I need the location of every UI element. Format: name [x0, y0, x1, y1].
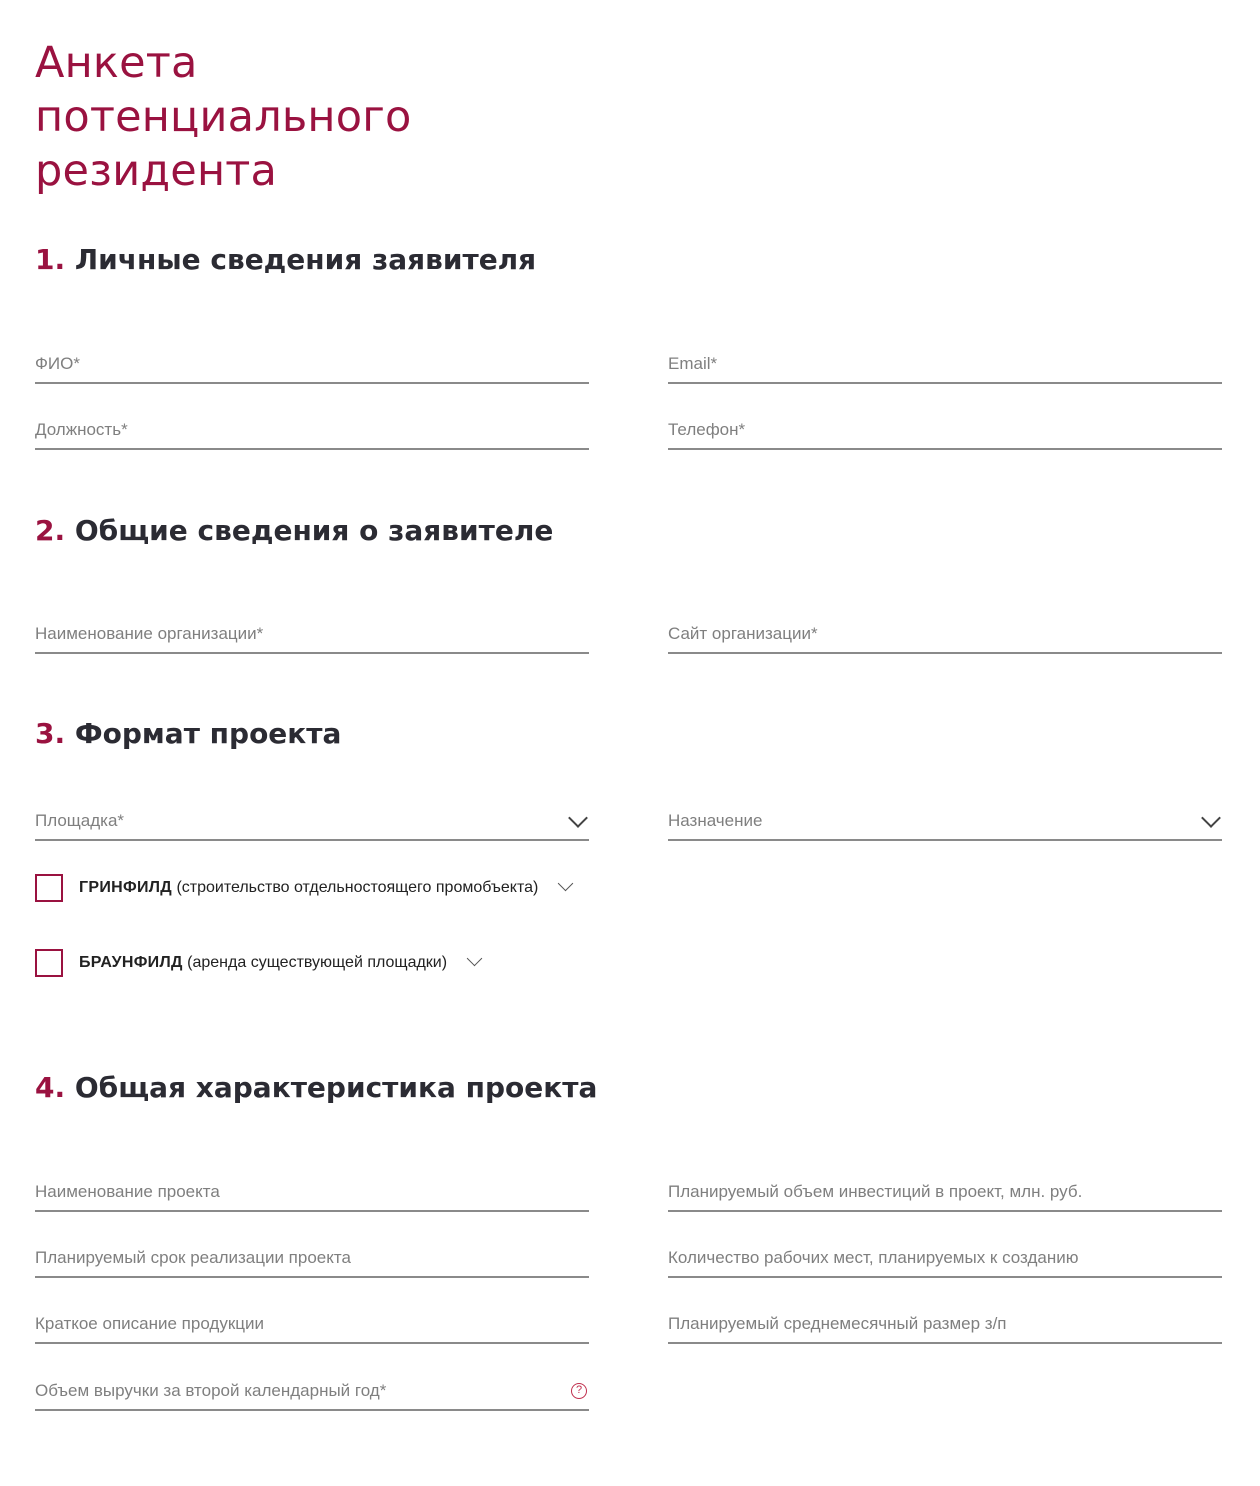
- product-desc-field-wrapper: [35, 1304, 589, 1344]
- page-title: [35, 36, 635, 198]
- section-title-format: [35, 717, 341, 750]
- brownfield-expand[interactable]: [465, 953, 485, 973]
- section-title-personal: [35, 243, 536, 276]
- section-title-text: Общая характеристика проекта: [74, 1071, 598, 1104]
- brownfield-checkbox[interactable]: [35, 949, 63, 977]
- section-number: 1.: [35, 243, 66, 276]
- salary-input[interactable]: [668, 1314, 1222, 1334]
- option-desc: (строительство отдельностоящего промобъекта): [176, 879, 539, 896]
- jobs-field-wrapper: [668, 1238, 1222, 1278]
- email-field-wrapper: [668, 344, 1222, 384]
- purpose-select-input[interactable]: [668, 811, 1222, 831]
- help-icon[interactable]: ?: [571, 1383, 587, 1399]
- greenfield-checkbox[interactable]: [35, 874, 63, 902]
- option-name: БРАУНФИЛД: [79, 954, 183, 971]
- brownfield-label[interactable]: [79, 954, 447, 972]
- revenue-input[interactable]: [35, 1381, 589, 1401]
- section-title-project: [35, 1071, 597, 1104]
- org-site-input[interactable]: [668, 624, 1222, 644]
- project-name-field-wrapper: [35, 1172, 589, 1212]
- site-select-input[interactable]: [35, 811, 589, 831]
- term-input[interactable]: [35, 1248, 589, 1268]
- page-title-line: Анкета: [35, 38, 198, 88]
- org-name-field-wrapper: [35, 614, 589, 654]
- product-desc-input[interactable]: [35, 1314, 589, 1334]
- site-select[interactable]: [35, 801, 589, 841]
- phone-input[interactable]: [668, 420, 1222, 440]
- purpose-select[interactable]: [668, 801, 1222, 841]
- phone-field-wrapper: [668, 410, 1222, 450]
- section-title-general: [35, 514, 553, 547]
- email-input[interactable]: [668, 354, 1222, 374]
- option-desc: (аренда существующей площадки): [187, 954, 448, 971]
- salary-field-wrapper: [668, 1304, 1222, 1344]
- page-title-line: потенциального: [35, 92, 412, 142]
- section-title-text: Личные сведения заявителя: [74, 243, 537, 276]
- section-title-text: Формат проекта: [74, 717, 342, 750]
- page-title-line: резидента: [35, 146, 278, 196]
- investment-field-wrapper: [668, 1172, 1222, 1212]
- investment-input[interactable]: [668, 1182, 1222, 1202]
- greenfield-option[interactable]: [35, 873, 576, 903]
- project-name-input[interactable]: [35, 1182, 589, 1202]
- position-field-wrapper: [35, 410, 589, 450]
- section-number: 3.: [35, 717, 66, 750]
- fio-field-wrapper: [35, 344, 589, 384]
- chevron-down-icon[interactable]: [558, 876, 574, 892]
- section-number: 4.: [35, 1071, 66, 1104]
- position-input[interactable]: [35, 420, 589, 440]
- greenfield-expand[interactable]: [556, 878, 576, 898]
- term-field-wrapper: [35, 1238, 589, 1278]
- section-number: 2.: [35, 514, 66, 547]
- chevron-down-icon[interactable]: [467, 951, 483, 967]
- fio-input[interactable]: [35, 354, 589, 374]
- greenfield-label[interactable]: [79, 879, 538, 897]
- section-title-text: Общие сведения о заявителе: [74, 514, 554, 547]
- org-name-input[interactable]: [35, 624, 589, 644]
- brownfield-option[interactable]: [35, 948, 485, 978]
- jobs-input[interactable]: [668, 1248, 1222, 1268]
- option-name: ГРИНФИЛД: [79, 879, 172, 896]
- revenue-field-wrapper: [35, 1371, 589, 1411]
- org-site-field-wrapper: [668, 614, 1222, 654]
